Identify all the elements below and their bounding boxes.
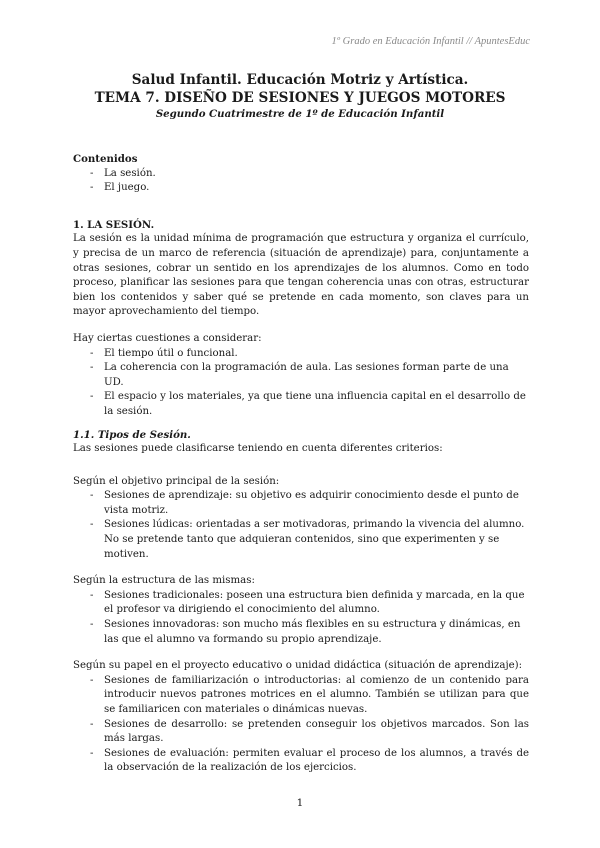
criteria-label: Según su papel en el proyecto educativo o unidad didáctica (situación de aprendizaje): xyxy=(73,660,523,672)
criteria-label: Según la estructura de las mismas: xyxy=(73,575,255,587)
subsection-heading: 1.1. Tipos de Sesión. xyxy=(73,428,191,441)
topic-title: TEMA 7. DISEÑO DE SESIONES Y JUEGOS MOTORES xyxy=(94,90,506,106)
list-item: - La sesión. xyxy=(90,167,156,179)
course-subtitle: Segundo Cuatrimestre de 1º de Educación Infantil xyxy=(155,108,445,120)
list-item: - El espacio y los materiales, ya que tiene una influencia capital en el desarrollo de la sesión. xyxy=(90,391,526,417)
list-item: - Sesiones tradicionales: poseen una estructura bien definida y marcada, en la que el profesor va dirigiendo el conocimiento del alumno. xyxy=(90,589,525,616)
considerations-intro: Hay ciertas cuestiones a considerar: xyxy=(73,332,262,344)
title-block xyxy=(72,71,528,122)
running-header: 1º Grado en Educación Infantil // ApuntesEduc xyxy=(331,36,530,47)
criteria-list xyxy=(73,674,529,776)
list-item: - Sesiones de familiarización o introductorias: al comienzo de un contenido para introducir nuevos patrones motrices en el alumno. También se utilizan para que se familiaricen con materiales o dinámicas nuevas. xyxy=(90,674,529,715)
criteria-list xyxy=(73,589,529,647)
list-item: - Sesiones de evaluación: permiten evaluar el proceso de los alumnos, a través de la observación de la realización de los ejercicios. xyxy=(90,747,529,774)
contents-list xyxy=(73,167,529,196)
section-heading: 1. LA SESIÓN. xyxy=(73,218,155,231)
contents-heading: Contenidos xyxy=(73,153,138,165)
list-item: - El tiempo útil o funcional. xyxy=(90,347,238,359)
list-item: - El juego. xyxy=(90,182,150,194)
page-number: 1 xyxy=(296,797,304,809)
criteria-list xyxy=(73,489,529,562)
list-item: - Sesiones innovadoras: son mucho más flexibles en su estructura y dinámicas, en las que el alumno va formando su propio aprendizaje. xyxy=(90,619,521,645)
criteria-label: Según el objetivo principal de la sesión: xyxy=(73,475,280,487)
document-title: Salud Infantil. Educación Motriz y Artística. xyxy=(131,72,469,88)
document-body xyxy=(73,152,529,776)
list-item: - Sesiones lúdicas: orientadas a ser motivadoras, primando la vivencia del alumno. No se pretende tanto que adquieran contenidos, sino que experimenten y se motiven. xyxy=(90,519,525,560)
list-item: - Sesiones de desarrollo: se pretenden conseguir los objetivos marcados. Son las más largas. xyxy=(90,718,529,745)
list-item: - La coherencia con la programación de aula. Las sesiones forman parte de una UD. xyxy=(90,362,509,388)
section-paragraph: La sesión es la unidad mínima de programación que estructura y organiza el currículo, y precisa de un marco de referencia (situación de aprendizaje) para, conjuntamente a otras sesiones, cobrar un sentido en los aprendizajes de los alumnos. Como en todo proceso, planificar las sesiones para que tengan coherencia unas con otras, estructurar bien los contenidos y saber qué se pretende en cada momento, son claves para un mayor aprovechamiento del tiempo. xyxy=(73,233,529,318)
subsection-intro: Las sesiones puede clasificarse teniendo en cuenta diferentes criterios: xyxy=(73,443,443,455)
list-item: - Sesiones de aprendizaje: su objetivo es adquirir conocimiento desde el punto de vista motriz. xyxy=(90,490,519,516)
considerations-list xyxy=(73,347,529,420)
